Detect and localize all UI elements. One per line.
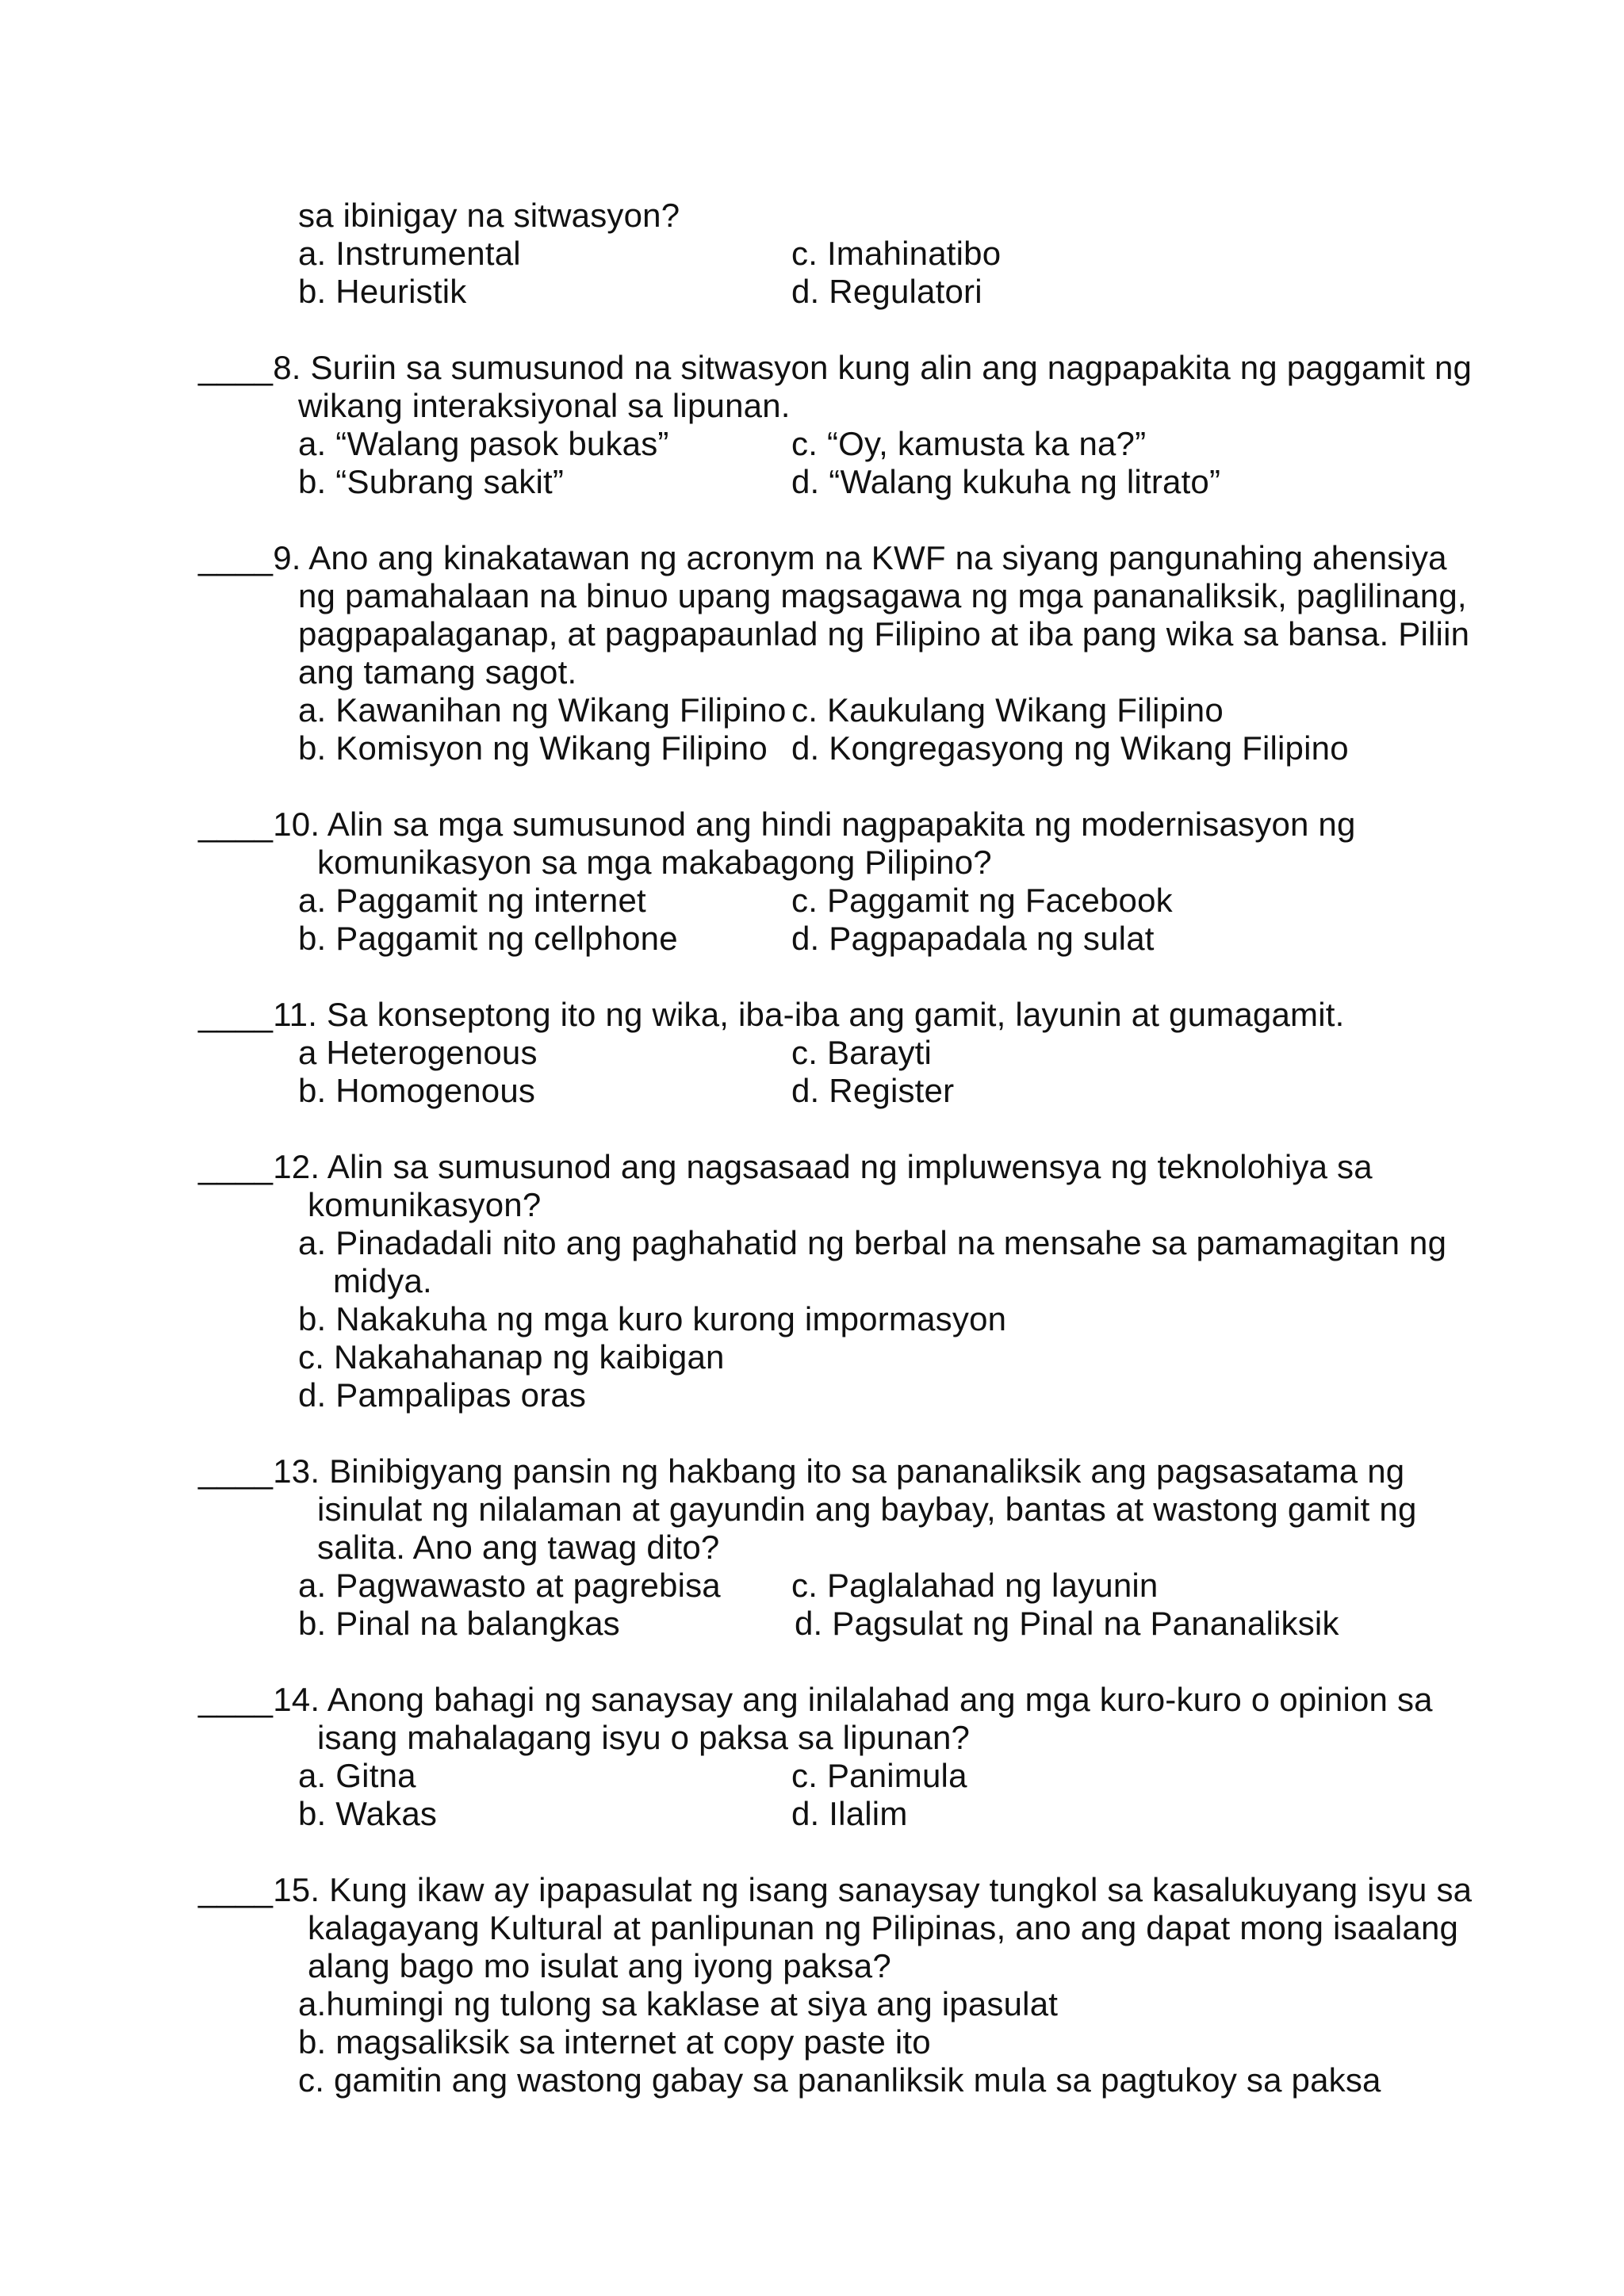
q9-stem-line — [198, 539, 1447, 577]
answer-blank[interactable]: ____ — [198, 806, 274, 843]
q8-choice-d: d. “Walang kukuha ng litrato” — [791, 463, 1221, 500]
answer-blank[interactable]: ____ — [198, 1871, 274, 1908]
q12-choice-c: c. Nakahahanap ng kaibigan — [298, 1338, 725, 1376]
q8-stem-line — [198, 349, 1472, 387]
q11-stem-text: 11. Sa konseptong ito ng wika, iba-iba ang gamit, layunin at gumagamit. — [273, 996, 1345, 1033]
answer-blank[interactable]: ____ — [198, 1452, 274, 1490]
q12-choice-a: a. Pinadadali nito ang paghahatid ng berbal na mensahe sa pamamagitan ng — [298, 1224, 1447, 1261]
q8-stem-line2: wikang interaksiyonal sa lipunan. — [298, 387, 791, 424]
q7-stem-end: sa ibinigay na sitwasyon? — [298, 197, 680, 234]
q11-choice-a: a Heterogenous — [298, 1034, 538, 1071]
q9-choice-b: b. Komisyon ng Wikang Filipino — [298, 729, 768, 767]
q15-stem-text: 15. Kung ikaw ay ipapasulat ng isang sanaysay tungkol sa kasalukuyang isyu sa — [273, 1871, 1473, 1908]
answer-blank[interactable]: ____ — [198, 1148, 274, 1185]
q15-choice-b: b. magsaliksik sa internet at copy paste ito — [298, 2023, 931, 2061]
q9-choice-d: d. Kongregasyong ng Wikang Filipino — [791, 729, 1349, 767]
q15-stem-line3: alang bago mo isulat ang iyong paksa? — [308, 1947, 891, 1984]
q10-stem-line — [198, 806, 1356, 844]
q13-choice-a: a. Pagwawasto at pagrebisa — [298, 1567, 721, 1604]
q10-choice-c: c. Paggamit ng Facebook — [791, 882, 1173, 919]
q11-choice-c: c. Barayti — [791, 1034, 933, 1071]
q10-choice-a: a. Paggamit ng internet — [298, 882, 646, 919]
q10-choice-b: b. Paggamit ng cellphone — [298, 920, 678, 957]
q10-stem-text: 10. Alin sa mga sumusunod ang hindi nagpapakita ng modernisasyon ng — [273, 806, 1356, 843]
q9-stem-line3: pagpapalaganap, at pagpapaunlad ng Filipino at iba pang wika sa bansa. Piliin — [298, 615, 1470, 652]
q13-stem-line — [198, 1452, 1404, 1490]
q10-choice-d: d. Pagpapadala ng sulat — [791, 920, 1155, 957]
q15-stem-line — [198, 1871, 1472, 1909]
q14-stem-line — [198, 1681, 1433, 1719]
q11-choice-d: d. Register — [791, 1072, 955, 1109]
q12-choice-d: d. Pampalipas oras — [298, 1376, 587, 1414]
q14-stem-text: 14. Anong bahagi ng sanaysay ang inilalahad ang mga kuro-kuro o opinion sa — [273, 1681, 1433, 1718]
q7-choice-a: a. Instrumental — [298, 235, 521, 272]
q8-stem-text: 8. Suriin sa sumusunod na sitwasyon kung alin ang nagpapakita ng paggamit ng — [273, 349, 1473, 386]
q14-stem-line2: isang mahalagang isyu o paksa sa lipunan? — [317, 1719, 971, 1756]
q9-stem-text: 9. Ano ang kinakatawan ng acronym na KWF na siyang pangunahing ahensiya — [273, 539, 1447, 576]
q8-choice-b: b. “Subrang sakit” — [298, 463, 565, 500]
q13-stem-line2: isinulat ng nilalaman at gayundin ang baybay, bantas at wastong gamit ng — [317, 1490, 1417, 1528]
q7-choice-c: c. Imahinatibo — [791, 235, 1002, 272]
q12-stem-line — [198, 1148, 1373, 1186]
answer-blank[interactable]: ____ — [198, 349, 274, 386]
q13-choice-c: c. Paglalahad ng layunin — [791, 1567, 1159, 1604]
q13-stem-line3: salita. Ano ang tawag dito? — [317, 1529, 720, 1566]
q12-choice-a-cont: midya. — [333, 1262, 432, 1299]
q13-choice-d: d. Pagsulat ng Pinal na Pananaliksik — [795, 1605, 1339, 1642]
answer-blank[interactable]: ____ — [198, 539, 274, 576]
q7-choice-b: b. Heuristik — [298, 273, 467, 310]
q9-stem-line4: ang tamang sagot. — [298, 653, 577, 691]
q15-choice-c: c. gamitin ang wastong gabay sa pananliksik mula sa pagtukoy sa paksa — [298, 2061, 1381, 2099]
q14-choice-a: a. Gitna — [298, 1757, 416, 1794]
answer-blank[interactable]: ____ — [198, 1681, 274, 1718]
q9-choice-c: c. Kaukulang Wikang Filipino — [791, 691, 1224, 729]
q11-choice-b: b. Homogenous — [298, 1072, 536, 1109]
q14-choice-d: d. Ilalim — [791, 1795, 908, 1832]
q8-choice-a: a. “Walang pasok bukas” — [298, 425, 669, 462]
q9-stem-line2: ng pamahalaan na binuo upang magsagawa ng mga pananaliksik, paglilinang, — [298, 577, 1467, 614]
q15-choice-a: a.humingi ng tulong sa kaklase at siya ang ipasulat — [298, 1985, 1059, 2022]
q8-choice-c: c. “Oy, kamusta ka na?” — [791, 425, 1147, 462]
q15-stem-line2: kalagayang Kultural at panlipunan ng Pilipinas, ano ang dapat mong isaalang — [308, 1909, 1459, 1946]
q13-choice-b: b. Pinal na balangkas — [298, 1605, 620, 1642]
q7-choice-d: d. Regulatori — [791, 273, 982, 310]
answer-blank[interactable]: ____ — [198, 996, 274, 1033]
q12-choice-b: b. Nakakuha ng mga kuro kurong impormasyon — [298, 1300, 1007, 1337]
q9-choice-a: a. Kawanihan ng Wikang Filipino — [298, 691, 787, 729]
q12-stem-line2: komunikasyon? — [308, 1186, 542, 1223]
q11-stem-line — [198, 996, 1344, 1034]
q12-stem-text: 12. Alin sa sumusunod ang nagsasaad ng impluwensya ng teknolohiya sa — [273, 1148, 1373, 1185]
q14-choice-c: c. Panimula — [791, 1757, 967, 1794]
q13-stem-text: 13. Binibigyang pansin ng hakbang ito sa pananaliksik ang pagsasatama ng — [273, 1452, 1405, 1490]
q14-choice-b: b. Wakas — [298, 1795, 438, 1832]
q10-stem-line2: komunikasyon sa mga makabagong Pilipino? — [317, 844, 992, 881]
